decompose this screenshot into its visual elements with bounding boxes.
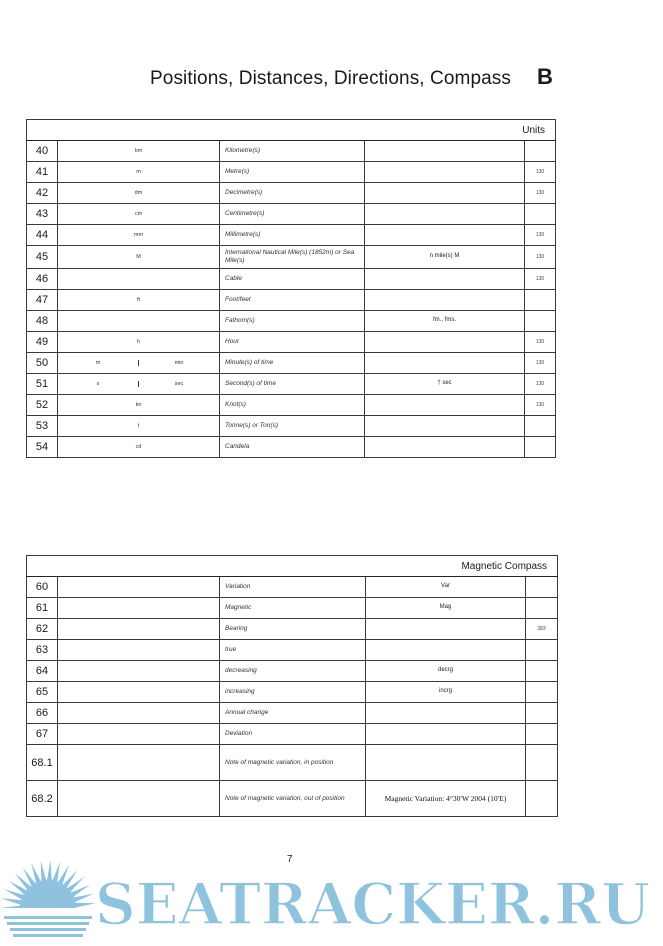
row-number: 52	[27, 395, 58, 416]
symbol	[365, 395, 525, 416]
row-number: 60	[27, 577, 58, 598]
row-number: 40	[27, 141, 58, 162]
abbreviation-cell	[58, 374, 220, 395]
row-number: 44	[27, 225, 58, 246]
blank-cell	[58, 640, 220, 661]
table-row	[27, 682, 558, 703]
description: Metre(s)	[220, 162, 365, 183]
page-title: Positions, Distances, Directions, Compass	[150, 68, 512, 89]
description: Cable	[220, 269, 365, 290]
description: Annual change	[220, 703, 366, 724]
reference	[526, 577, 558, 598]
symbol: decrg	[366, 661, 526, 682]
description: Fathom(s)	[220, 311, 365, 332]
symbol: Var	[366, 577, 526, 598]
symbol	[366, 724, 526, 745]
row-number: 68.1	[27, 745, 58, 781]
description: Note of magnetic variation, in position	[220, 745, 366, 781]
description: Centimetre(s)	[220, 204, 365, 225]
abbreviation: t	[58, 416, 220, 437]
abbreviation: ft	[58, 290, 220, 311]
description: Second(s) of time	[220, 374, 365, 395]
description: decreasing	[220, 661, 366, 682]
abbreviation: dm	[58, 183, 220, 204]
description: Candela	[220, 437, 365, 458]
reference: 130	[525, 246, 556, 269]
row-number: 46	[27, 269, 58, 290]
symbol: Mag	[366, 598, 526, 619]
blank-cell	[58, 577, 220, 598]
symbol	[365, 183, 525, 204]
row-number: 65	[27, 682, 58, 703]
row-number: 45	[27, 246, 58, 269]
table-row	[27, 183, 556, 204]
reference: 130	[525, 183, 556, 204]
symbol	[365, 225, 525, 246]
row-number: 42	[27, 183, 58, 204]
symbol	[365, 290, 525, 311]
watermark-text: SEATRACKER.RU	[95, 871, 650, 938]
reference	[526, 703, 558, 724]
row-number: 51	[27, 374, 58, 395]
row-number: 61	[27, 598, 58, 619]
reference	[526, 661, 558, 682]
abbreviation	[58, 269, 220, 290]
symbol	[365, 416, 525, 437]
reference	[526, 640, 558, 661]
table-row	[27, 204, 556, 225]
description: Minute(s) of time	[220, 353, 365, 374]
description: Bearing	[220, 619, 366, 640]
description: Magnetic	[220, 598, 366, 619]
description: Decimetre(s)	[220, 183, 365, 204]
units-table	[26, 119, 556, 458]
symbol: n mile(s) M	[365, 246, 525, 269]
description: Kilometre(s)	[220, 141, 365, 162]
description: Note of magnetic variation, out of position	[220, 781, 366, 817]
row-number: 66	[27, 703, 58, 724]
row-number: 68.2	[27, 781, 58, 817]
table-row	[27, 745, 558, 781]
symbol: † sec	[365, 374, 525, 395]
table-row	[27, 416, 556, 437]
table-row	[27, 598, 558, 619]
table-row	[27, 395, 556, 416]
blank-cell	[58, 724, 220, 745]
units-header-row	[27, 120, 556, 141]
reference: 130	[525, 269, 556, 290]
row-number: 43	[27, 204, 58, 225]
abbreviation: kn	[58, 395, 220, 416]
reference: 130	[525, 395, 556, 416]
table-row	[27, 661, 558, 682]
reference	[525, 416, 556, 437]
units-body	[27, 141, 556, 458]
reference	[525, 437, 556, 458]
blank-cell	[58, 619, 220, 640]
blank-cell	[58, 682, 220, 703]
table-row	[27, 332, 556, 353]
reference	[525, 311, 556, 332]
abbreviation: cm	[58, 204, 220, 225]
abbreviation: M	[58, 246, 220, 269]
reference: 130	[525, 353, 556, 374]
abbreviation	[58, 311, 220, 332]
symbol: Magnetic Variation: 4°30′W 2004 (10′E)	[366, 781, 526, 817]
watermark-logo	[0, 846, 663, 946]
abbreviation-alt: min	[138, 360, 219, 366]
blank-cell	[58, 703, 220, 724]
row-number: 64	[27, 661, 58, 682]
symbol	[366, 619, 526, 640]
row-number: 53	[27, 416, 58, 437]
symbol	[365, 204, 525, 225]
reference	[525, 141, 556, 162]
table-row	[27, 577, 558, 598]
abbreviation: km	[58, 141, 220, 162]
reference: 130	[525, 374, 556, 395]
reference	[526, 724, 558, 745]
reference	[525, 290, 556, 311]
description: Knot(s)	[220, 395, 365, 416]
description: Deviation	[220, 724, 366, 745]
table-row	[27, 141, 556, 162]
description: true	[220, 640, 366, 661]
abbreviation: m	[95, 360, 101, 366]
table-row	[27, 374, 556, 395]
blank-cell	[58, 745, 220, 781]
blank-cell	[58, 781, 220, 817]
reference	[526, 598, 558, 619]
abbreviation: m	[58, 162, 220, 183]
row-number: 48	[27, 311, 58, 332]
symbol	[365, 437, 525, 458]
abbreviation: s	[96, 381, 100, 387]
row-number: 49	[27, 332, 58, 353]
table-row	[27, 290, 556, 311]
reference: 130	[525, 332, 556, 353]
symbol	[365, 162, 525, 183]
reference: 383	[526, 619, 558, 640]
symbol	[366, 640, 526, 661]
table-row	[27, 619, 558, 640]
reference	[526, 745, 558, 781]
abbreviation: mm	[58, 225, 220, 246]
table-row	[27, 162, 556, 183]
table-row	[27, 225, 556, 246]
compass-body	[27, 577, 558, 817]
symbol	[366, 745, 526, 781]
abbreviation: cd	[58, 437, 220, 458]
table-row	[27, 269, 556, 290]
table-row	[27, 640, 558, 661]
description: Hour	[220, 332, 365, 353]
abbreviation-split	[58, 360, 219, 366]
abbreviation-split	[58, 381, 219, 387]
row-number: 50	[27, 353, 58, 374]
abbreviation: h	[58, 332, 220, 353]
table-row	[27, 246, 556, 269]
table-row	[27, 703, 558, 724]
reference	[526, 781, 558, 817]
symbol	[365, 353, 525, 374]
units-section-title: Units	[27, 120, 556, 141]
description: increasing	[220, 682, 366, 703]
sun-icon	[0, 860, 96, 937]
row-number: 47	[27, 290, 58, 311]
description: Foot/feet	[220, 290, 365, 311]
blank-cell	[58, 661, 220, 682]
section-letter: B	[537, 64, 553, 89]
description: International Nautical Mile(s) (1852m) or Sea Mile(s)	[220, 246, 365, 269]
table-row	[27, 353, 556, 374]
compass-table	[26, 555, 558, 817]
table-row	[27, 781, 558, 817]
description: Millimetre(s)	[220, 225, 365, 246]
row-number: 62	[27, 619, 58, 640]
blank-cell	[58, 598, 220, 619]
description: Variation	[220, 577, 366, 598]
table-row	[27, 724, 558, 745]
reference	[526, 682, 558, 703]
table-row	[27, 311, 556, 332]
description: Tonne(s) or Ton(s)	[220, 416, 365, 437]
abbreviation-alt: sec	[138, 381, 219, 387]
symbol: fm., fms.	[365, 311, 525, 332]
compass-section-title: Magnetic Compass	[27, 556, 558, 577]
symbol	[365, 269, 525, 290]
table-row	[27, 437, 556, 458]
symbol	[365, 141, 525, 162]
abbreviation-cell	[58, 353, 220, 374]
row-number: 67	[27, 724, 58, 745]
reference	[525, 204, 556, 225]
compass-header-row	[27, 556, 558, 577]
reference: 130	[525, 162, 556, 183]
row-number: 63	[27, 640, 58, 661]
symbol	[365, 332, 525, 353]
reference: 130	[525, 225, 556, 246]
symbol: incrg	[366, 682, 526, 703]
row-number: 41	[27, 162, 58, 183]
symbol	[366, 703, 526, 724]
page-number: 7	[287, 854, 293, 865]
row-number: 54	[27, 437, 58, 458]
